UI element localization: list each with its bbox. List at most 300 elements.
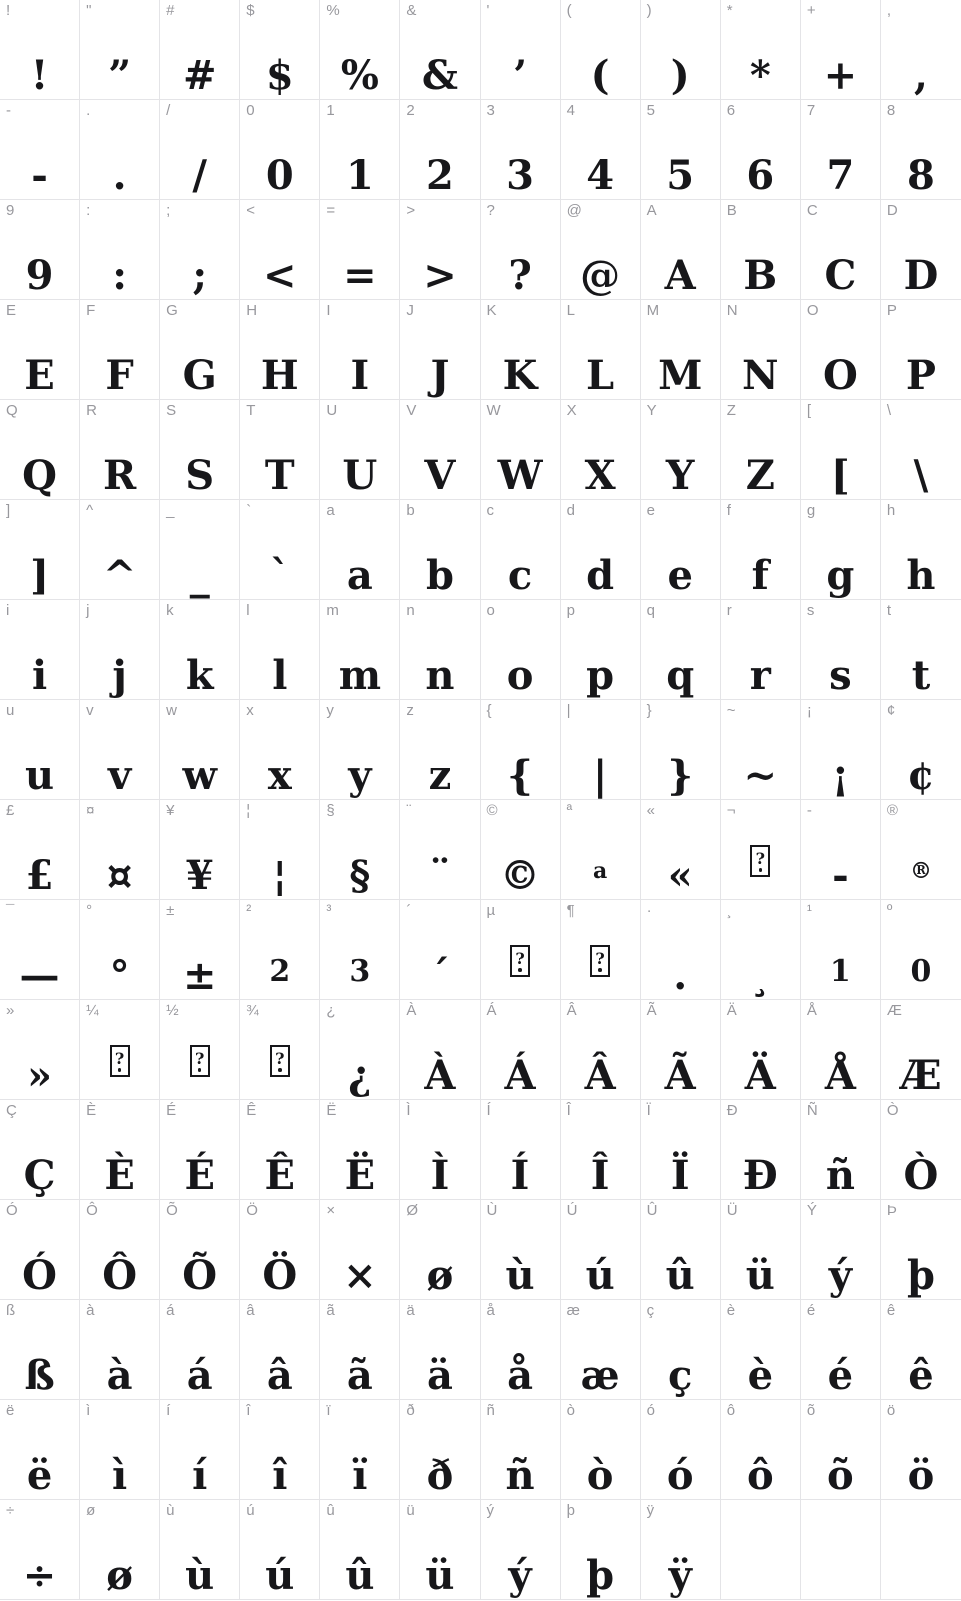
glyph-cell[interactable]: [0, 100, 80, 200]
glyph-cell-glyph: +: [823, 52, 858, 99]
glyph-cell-glyph: å: [507, 1352, 533, 1399]
glyph-cell[interactable]: [561, 1400, 641, 1500]
glyph-cell[interactable]: [801, 1000, 881, 1100]
glyph-cell[interactable]: [400, 1400, 480, 1500]
glyph-cell-glyph: I: [350, 352, 370, 399]
glyph-cell[interactable]: [240, 600, 320, 700]
glyph-cell[interactable]: [561, 600, 641, 700]
glyph-cell-glyph: l: [272, 652, 288, 699]
glyph-cell[interactable]: [400, 300, 480, 400]
glyph-cell[interactable]: [881, 800, 961, 900]
notdef-box-icon: ?: [750, 845, 770, 877]
glyph-cell-label: è: [726, 1302, 736, 1319]
glyph-cell[interactable]: [801, 400, 881, 500]
glyph-cell[interactable]: [641, 500, 721, 600]
glyph-cell[interactable]: [240, 1400, 320, 1500]
glyph-cell[interactable]: [240, 800, 320, 900]
glyph-cell-glyph: 1: [345, 152, 374, 199]
glyph-cell[interactable]: [320, 1400, 400, 1500]
glyph-cell[interactable]: [561, 1100, 641, 1200]
glyph-cell[interactable]: [0, 1100, 80, 1200]
glyph-cell[interactable]: [561, 800, 641, 900]
glyph-cell[interactable]: [721, 900, 801, 1000]
glyph-cell-label: B: [726, 202, 737, 219]
glyph-cell[interactable]: [721, 600, 801, 700]
glyph-cell[interactable]: [561, 1300, 641, 1400]
glyph-cell[interactable]: [881, 1400, 961, 1500]
glyph-cell[interactable]: [400, 0, 480, 100]
glyph-cell[interactable]: [320, 1500, 400, 1600]
glyph-cell[interactable]: [481, 300, 561, 400]
glyph-cell[interactable]: [240, 1300, 320, 1400]
glyph-cell[interactable]: [481, 900, 561, 1000]
glyph-cell-label: ü: [406, 1502, 415, 1519]
glyph-cell-label: Ä: [726, 1002, 737, 1019]
glyph-cell[interactable]: [481, 600, 561, 700]
glyph-cell-glyph: Ð: [742, 1152, 778, 1199]
glyph-cell-label: 5: [646, 102, 655, 119]
glyph-cell[interactable]: [0, 300, 80, 400]
glyph-cell-label: â: [246, 1302, 255, 1319]
glyph-cell-label: Ö: [246, 1202, 258, 1219]
glyph-cell[interactable]: [80, 300, 160, 400]
glyph-cell[interactable]: [240, 500, 320, 600]
glyph-cell-label: x: [246, 702, 254, 719]
glyph-cell[interactable]: [801, 1100, 881, 1200]
glyph-cell-glyph: $: [265, 52, 294, 99]
glyph-cell[interactable]: [561, 0, 641, 100]
glyph-cell[interactable]: [801, 700, 881, 800]
glyph-cell[interactable]: [320, 1300, 400, 1400]
glyph-cell[interactable]: [481, 1400, 561, 1500]
glyph-cell-label: r: [726, 602, 732, 619]
glyph-cell[interactable]: [400, 1500, 480, 1600]
glyph-cell[interactable]: [801, 600, 881, 700]
glyph-cell-label: ½: [166, 1002, 179, 1019]
glyph-cell[interactable]: [160, 900, 240, 1000]
glyph-cell[interactable]: [801, 300, 881, 400]
glyph-cell[interactable]: [400, 1100, 480, 1200]
glyph-cell-label: í: [166, 1402, 171, 1419]
glyph-cell-glyph: ¤: [106, 852, 133, 899]
glyph-cell[interactable]: [721, 1200, 801, 1300]
glyph-cell[interactable]: [481, 1500, 561, 1600]
glyph-cell[interactable]: [881, 0, 961, 100]
glyph-cell[interactable]: [801, 100, 881, 200]
glyph-cell-label: =: [326, 202, 336, 219]
glyph-cell[interactable]: [80, 400, 160, 500]
glyph-cell[interactable]: [481, 800, 561, 900]
glyph-cell[interactable]: [240, 0, 320, 100]
glyph-cell[interactable]: [160, 800, 240, 900]
glyph-cell[interactable]: [0, 1200, 80, 1300]
glyph-cell-label: Í: [486, 1102, 491, 1119]
glyph-cell[interactable]: [801, 500, 881, 600]
glyph-cell-glyph: (: [590, 52, 610, 99]
glyph-cell-glyph: â: [266, 1352, 293, 1399]
glyph-cell[interactable]: [160, 300, 240, 400]
glyph-cell[interactable]: [721, 100, 801, 200]
glyph-cell-label: ë: [6, 1402, 15, 1419]
glyph-cell-glyph: -: [832, 852, 849, 899]
glyph-cell[interactable]: [320, 700, 400, 800]
glyph-cell-glyph: ¨: [429, 852, 450, 899]
glyph-cell[interactable]: [80, 1200, 160, 1300]
glyph-cell[interactable]: [721, 200, 801, 300]
glyph-cell[interactable]: [881, 200, 961, 300]
glyph-cell[interactable]: [561, 900, 641, 1000]
glyph-cell[interactable]: [881, 300, 961, 400]
glyph-cell-label: ;: [166, 202, 171, 219]
glyph-cell-label: ¯: [6, 902, 15, 919]
glyph-cell[interactable]: [240, 400, 320, 500]
glyph-cell[interactable]: [0, 1500, 80, 1600]
glyph-cell-glyph: 6: [746, 152, 775, 199]
glyph-cell[interactable]: [641, 800, 721, 900]
glyph-cell[interactable]: [481, 400, 561, 500]
glyph-cell[interactable]: [0, 500, 80, 600]
glyph-cell[interactable]: [240, 1000, 320, 1100]
glyph-cell[interactable]: [80, 600, 160, 700]
glyph-cell-glyph: .: [112, 152, 127, 199]
glyph-cell-label: i: [6, 602, 10, 619]
glyph-cell[interactable]: [641, 700, 721, 800]
glyph-cell-label: È: [86, 1102, 97, 1119]
glyph-cell-glyph: t: [911, 652, 931, 699]
glyph-cell-label: ¤: [86, 802, 95, 819]
glyph-cell[interactable]: [400, 400, 480, 500]
glyph-cell-label: d: [566, 502, 575, 519]
glyph-cell-label: ó: [646, 1402, 655, 1419]
glyph-cell-label: î: [246, 1402, 251, 1419]
glyph-cell-glyph: »: [27, 1052, 53, 1099]
glyph-cell-glyph: *: [749, 52, 771, 99]
glyph-cell[interactable]: [80, 200, 160, 300]
glyph-cell-glyph: ù: [505, 1252, 535, 1299]
glyph-cell-glyph: d: [586, 552, 615, 599]
glyph-cell[interactable]: [320, 1100, 400, 1200]
glyph-cell[interactable]: [80, 1000, 160, 1100]
glyph-cell[interactable]: [561, 100, 641, 200]
glyph-cell-glyph: °: [109, 952, 130, 999]
glyph-cell[interactable]: [0, 1300, 80, 1400]
glyph-cell[interactable]: [320, 1200, 400, 1300]
glyph-cell[interactable]: [881, 700, 961, 800]
glyph-cell[interactable]: [881, 100, 961, 200]
glyph-cell-glyph: C: [824, 252, 857, 299]
glyph-cell-label: o: [486, 602, 495, 619]
glyph-cell-glyph: S: [185, 452, 215, 499]
glyph-cell-label: p: [566, 602, 575, 619]
glyph-cell[interactable]: [80, 700, 160, 800]
glyph-cell[interactable]: [641, 100, 721, 200]
glyph-cell[interactable]: [641, 900, 721, 1000]
glyph-cell[interactable]: [80, 900, 160, 1000]
glyph-cell-label: 2: [406, 102, 415, 119]
glyph-cell-label: ¹: [806, 902, 812, 919]
glyph-cell-label: Ê: [246, 1102, 257, 1119]
glyph-cell-label: Î: [566, 1102, 571, 1119]
glyph-cell[interactable]: [160, 100, 240, 200]
glyph-cell-glyph: a: [592, 857, 608, 884]
glyph-cell-label: A: [646, 202, 657, 219]
glyph-cell[interactable]: [400, 200, 480, 300]
glyph-cell[interactable]: [400, 1000, 480, 1100]
glyph-cell[interactable]: [80, 1100, 160, 1200]
glyph-cell[interactable]: [481, 500, 561, 600]
glyph-cell[interactable]: [721, 300, 801, 400]
glyph-cell[interactable]: [481, 1000, 561, 1100]
glyph-cell-label: É: [166, 1102, 177, 1119]
glyph-cell-label: h: [886, 502, 896, 519]
glyph-cell[interactable]: [481, 700, 561, 800]
glyph-cell-glyph: a: [346, 552, 373, 599]
glyph-cell[interactable]: [721, 500, 801, 600]
glyph-cell[interactable]: [160, 1500, 240, 1600]
glyph-cell-glyph: ð: [426, 1452, 454, 1499]
glyph-cell-label: :: [86, 202, 91, 219]
glyph-cell-label: ,: [886, 2, 892, 19]
glyph-cell-label: à: [86, 1302, 95, 1319]
glyph-cell-glyph: \: [913, 452, 929, 499]
glyph-cell[interactable]: [320, 400, 400, 500]
glyph-cell-label: H: [246, 302, 258, 319]
glyph-cell-label: k: [166, 602, 174, 619]
glyph-cell[interactable]: [641, 400, 721, 500]
glyph-cell[interactable]: [881, 1100, 961, 1200]
glyph-cell[interactable]: [400, 500, 480, 600]
glyph-cell[interactable]: [400, 1200, 480, 1300]
glyph-cell[interactable]: [641, 1400, 721, 1500]
glyph-cell[interactable]: [881, 900, 961, 1000]
glyph-cell[interactable]: [160, 400, 240, 500]
glyph-cell-label: X: [566, 402, 577, 419]
glyph-cell[interactable]: [481, 1200, 561, 1300]
glyph-cell[interactable]: [641, 0, 721, 100]
glyph-cell[interactable]: [240, 1200, 320, 1300]
glyph-cell[interactable]: [240, 1100, 320, 1200]
glyph-cell[interactable]: [481, 1300, 561, 1400]
glyph-cell[interactable]: [240, 700, 320, 800]
glyph-cell-glyph: #: [182, 52, 217, 99]
glyph-cell[interactable]: [160, 1000, 240, 1100]
glyph-cell[interactable]: [400, 800, 480, 900]
glyph-cell[interactable]: [320, 100, 400, 200]
glyph-cell-glyph: 9: [25, 252, 54, 299]
glyph-cell-label: $: [246, 2, 255, 19]
glyph-cell-label: ]: [6, 502, 11, 519]
glyph-cell[interactable]: [721, 400, 801, 500]
glyph-cell-label: {: [486, 702, 492, 719]
glyph-cell[interactable]: [400, 100, 480, 200]
glyph-cell-label: Ó: [6, 1202, 18, 1219]
glyph-cell[interactable]: [320, 1000, 400, 1100]
glyph-cell-label: K: [486, 302, 497, 319]
glyph-cell[interactable]: [80, 0, 160, 100]
glyph-cell-glyph: §: [349, 852, 371, 899]
glyph-cell[interactable]: [240, 100, 320, 200]
glyph-cell[interactable]: [561, 200, 641, 300]
glyph-cell[interactable]: [0, 700, 80, 800]
glyph-cell[interactable]: [641, 1000, 721, 1100]
glyph-cell[interactable]: [721, 0, 801, 100]
glyph-cell[interactable]: [160, 700, 240, 800]
glyph-cell[interactable]: [80, 500, 160, 600]
glyph-cell[interactable]: [641, 300, 721, 400]
glyph-cell[interactable]: [801, 1400, 881, 1500]
glyph-cell[interactable]: [881, 1200, 961, 1300]
glyph-cell[interactable]: [80, 1500, 160, 1600]
glyph-cell[interactable]: [320, 800, 400, 900]
glyph-cell-label: *: [726, 2, 733, 19]
glyph-cell[interactable]: [561, 1500, 641, 1600]
glyph-cell[interactable]: [641, 200, 721, 300]
glyph-cell-glyph: ý: [508, 1552, 532, 1599]
glyph-cell-label: M: [646, 302, 660, 319]
glyph-cell[interactable]: [801, 0, 881, 100]
glyph-cell[interactable]: [881, 1000, 961, 1100]
glyph-cell[interactable]: [881, 400, 961, 500]
glyph-cell-glyph: 7: [826, 152, 855, 199]
glyph-cell[interactable]: [80, 800, 160, 900]
glyph-cell[interactable]: [0, 1400, 80, 1500]
glyph-cell[interactable]: [641, 1100, 721, 1200]
glyph-cell[interactable]: [0, 900, 80, 1000]
glyph-cell-label: O: [806, 302, 819, 319]
glyph-cell-glyph: 2: [426, 152, 454, 199]
glyph-cell[interactable]: [641, 1500, 721, 1600]
glyph-cell[interactable]: [801, 900, 881, 1000]
glyph-cell-glyph: Z: [745, 452, 775, 499]
glyph-cell-glyph: ¥: [185, 852, 214, 899]
glyph-cell[interactable]: [721, 1100, 801, 1200]
glyph-cell[interactable]: [801, 200, 881, 300]
glyph-cell-glyph: à: [106, 1352, 133, 1399]
glyph-cell-label: &: [406, 2, 417, 19]
glyph-cell[interactable]: [641, 1300, 721, 1400]
glyph-cell[interactable]: [561, 400, 641, 500]
glyph-cell[interactable]: [160, 1300, 240, 1400]
glyph-cell[interactable]: [801, 800, 881, 900]
glyph-cell[interactable]: [320, 0, 400, 100]
glyph-cell-glyph: Ï: [670, 1152, 690, 1199]
glyph-cell-label: ^: [86, 502, 94, 519]
glyph-cell[interactable]: [721, 1300, 801, 1400]
glyph-cell[interactable]: [801, 1200, 881, 1300]
glyph-cell[interactable]: [481, 100, 561, 200]
glyph-cell-label: U: [326, 402, 338, 419]
glyph-cell-glyph: `: [269, 552, 290, 599]
glyph-cell[interactable]: [801, 1300, 881, 1400]
glyph-cell[interactable]: [240, 300, 320, 400]
glyph-cell[interactable]: [320, 500, 400, 600]
glyph-cell[interactable]: [561, 300, 641, 400]
glyph-cell[interactable]: [0, 0, 80, 100]
glyph-cell[interactable]: [320, 900, 400, 1000]
glyph-cell[interactable]: [481, 0, 561, 100]
glyph-cell-label: n: [406, 602, 415, 619]
glyph-cell[interactable]: [0, 800, 80, 900]
glyph-cell-label: (: [566, 2, 572, 19]
glyph-cell-glyph: Ä: [744, 1052, 776, 1099]
glyph-cell-glyph: k: [185, 652, 214, 699]
glyph-cell[interactable]: [0, 200, 80, 300]
glyph-cell[interactable]: [881, 1300, 961, 1400]
glyph-cell-label: J: [406, 302, 414, 319]
glyph-cell[interactable]: [320, 300, 400, 400]
glyph-cell[interactable]: [320, 200, 400, 300]
glyph-cell[interactable]: [80, 1300, 160, 1400]
glyph-cell[interactable]: [721, 800, 801, 900]
glyph-cell[interactable]: [481, 200, 561, 300]
glyph-cell-label: Ì: [406, 1102, 411, 1119]
glyph-cell[interactable]: [641, 1200, 721, 1300]
glyph-cell[interactable]: [80, 100, 160, 200]
glyph-cell[interactable]: [881, 500, 961, 600]
glyph-cell[interactable]: [0, 400, 80, 500]
glyph-cell[interactable]: [400, 900, 480, 1000]
glyph-cell[interactable]: [400, 700, 480, 800]
glyph-cell-label: ù: [166, 1502, 175, 1519]
glyph-cell-glyph: X: [584, 452, 616, 499]
glyph-cell-glyph: O: [822, 352, 858, 399]
glyph-cell-label: ã: [326, 1302, 335, 1319]
glyph-cell-glyph: N: [742, 352, 779, 399]
glyph-cell[interactable]: [160, 1100, 240, 1200]
glyph-cell[interactable]: [0, 600, 80, 700]
glyph-cell[interactable]: [160, 600, 240, 700]
glyph-cell[interactable]: [881, 600, 961, 700]
glyph-cell-glyph: ®: [909, 857, 932, 884]
glyph-cell[interactable]: [80, 1400, 160, 1500]
glyph-cell[interactable]: [561, 700, 641, 800]
glyph-cell-label: Ã: [646, 1002, 657, 1019]
glyph-cell-label: ç: [646, 1302, 655, 1319]
glyph-cell[interactable]: [400, 600, 480, 700]
glyph-cell[interactable]: [160, 1200, 240, 1300]
glyph-cell[interactable]: [641, 600, 721, 700]
glyph-cell[interactable]: [481, 1100, 561, 1200]
glyph-cell-glyph: 3: [349, 953, 371, 989]
glyph-cell[interactable]: [561, 500, 641, 600]
glyph-cell[interactable]: [0, 1000, 80, 1100]
glyph-cell[interactable]: [320, 600, 400, 700]
glyph-cell-glyph: ;: [192, 252, 208, 299]
glyph-cell[interactable]: [721, 1000, 801, 1100]
glyph-cell[interactable]: [240, 900, 320, 1000]
glyph-cell[interactable]: [400, 1300, 480, 1400]
glyph-cell-label: ö: [886, 1402, 896, 1419]
glyph-cell-glyph: -: [31, 152, 48, 199]
glyph-cell[interactable]: [160, 500, 240, 600]
glyph-cell[interactable]: [721, 1400, 801, 1500]
glyph-cell-label: b: [406, 502, 415, 519]
glyph-cell-glyph: é: [827, 1352, 854, 1399]
glyph-cell[interactable]: [160, 200, 240, 300]
glyph-cell-label: þ: [566, 1502, 575, 1519]
glyph-cell[interactable]: [160, 0, 240, 100]
glyph-cell[interactable]: [160, 1400, 240, 1500]
glyph-cell[interactable]: [561, 1200, 641, 1300]
glyph-cell-label: ¼: [86, 1002, 99, 1019]
glyph-cell[interactable]: [240, 1500, 320, 1600]
glyph-cell-glyph: V: [424, 452, 456, 499]
glyph-cell[interactable]: [721, 700, 801, 800]
glyph-cell-glyph: Ë: [344, 1152, 376, 1199]
glyph-cell-glyph: T: [264, 452, 295, 499]
glyph-cell[interactable]: [561, 1000, 641, 1100]
glyph-cell[interactable]: [240, 200, 320, 300]
